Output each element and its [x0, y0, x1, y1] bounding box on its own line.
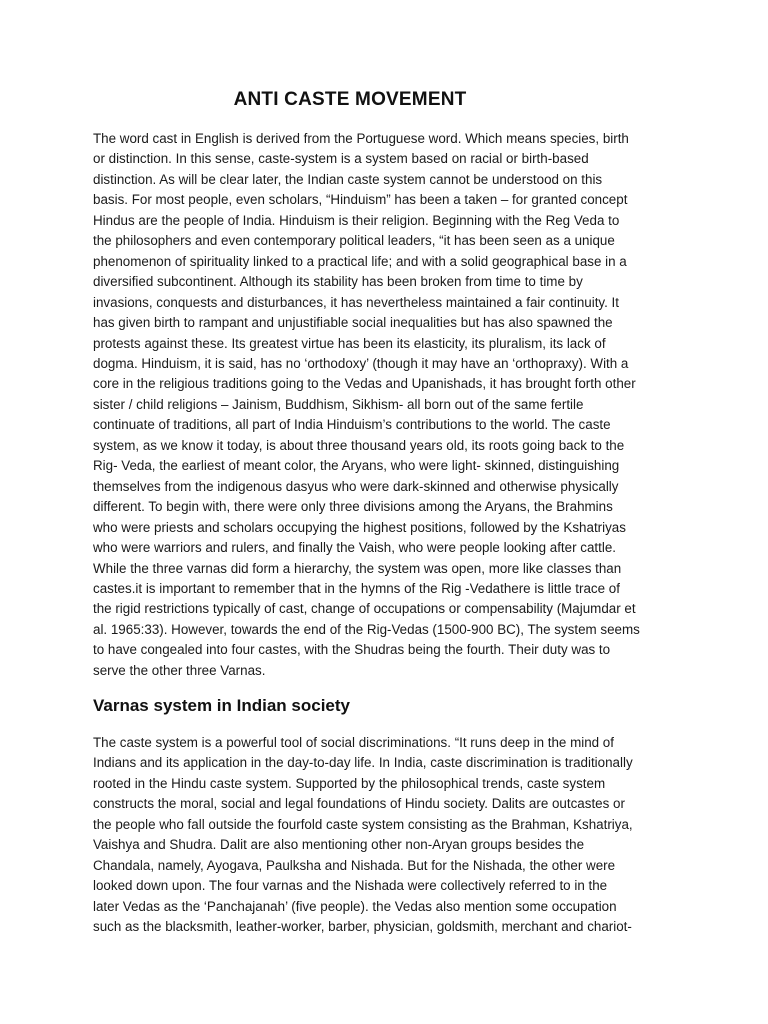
text-line: sister / child religions – Jainism, Buddhism, Sikhism- all born out of the same fertile	[93, 396, 584, 412]
paragraph-varnas-system	[93, 733, 679, 938]
section-heading: Varnas system in Indian society	[93, 696, 351, 715]
text-line: distinction. As will be clear later, the Indian caste system cannot be understood on this	[93, 171, 603, 187]
text-line: has given birth to rampant and unjustifiable social inequalities but has also spawned the	[93, 315, 613, 331]
text-line: different. To begin with, there were only three divisions among the Aryans, the Brahmins	[93, 499, 613, 515]
text-line: Vaishya and Shudra. Dalit are also mentioning other non-Aryan groups besides the	[93, 837, 585, 853]
document-title: ANTI CASTE MOVEMENT	[233, 89, 467, 110]
text-line: protests against these. Its greatest virtue has been its elasticity, its pluralism, its lack of	[93, 335, 606, 351]
text-line: the philosophers and even contemporary political leaders, “it has been seen as a unique	[93, 233, 615, 249]
text-line: who were warriors and rulers, and finally the Vaish, who were people looking after cattle.	[93, 540, 616, 556]
text-line: The word cast in English is derived from the Portuguese word. Which means species, birth	[93, 131, 629, 146]
text-line: serve the other three Varnas.	[93, 662, 266, 678]
text-line: such as the blacksmith, leather-worker, barber, physician, goldsmith, merchant and chariot-	[93, 919, 632, 935]
text-line: who were priests and scholars occupying the highest positions, followed by the Kshatriyas	[93, 519, 626, 535]
text-line: Chandala, namely, Ayogava, Paulksha and Nishada. But for the Nishada, the other were	[93, 857, 616, 873]
text-line: diversified subcontinent. Although its stability has been broken from time to time by	[93, 274, 583, 290]
text-line: invasions, conquests and disturbances, it has nevertheless maintained a fair continuity. It	[93, 294, 620, 310]
text-line: system, as we know it today, is about three thousand years old, its roots going back to the	[93, 437, 625, 453]
text-line: later Vedas as the ‘Panchajanah’ (five people). the Vedas also mention some occupation	[93, 898, 617, 914]
text-line: core in the religious traditions going to the Vedas and Upanishads, it has brought forth other	[93, 376, 636, 392]
text-line: Indians and its application in the day-to-day life. In India, caste discrimination is traditionally	[93, 755, 633, 771]
text-line: to have congealed into four castes, with the Shudras being the fourth. Their duty was to	[93, 642, 611, 658]
text-line: phenomenon of spirituality linked to a practical life; and with a solid geographical base in a	[93, 253, 627, 269]
text-line: The caste system is a powerful tool of social discriminations. “It runs deep in the mind of	[93, 735, 614, 750]
text-line: rooted in the Hindu caste system. Supported by the philosophical trends, caste system	[93, 775, 606, 791]
paragraph-caste-origins	[93, 129, 679, 681]
text-line: themselves from the indigenous dasyus who were dark-skinned and otherwise physically	[93, 478, 619, 494]
text-line: looked down upon. The four varnas and the Nishada were collectively referred to in the	[93, 878, 608, 894]
text-line: While the three varnas did form a hierarchy, the system was open, more like classes than	[93, 560, 622, 576]
text-line: Hindus are the people of India. Hinduism is their religion. Beginning with the Reg Veda to	[93, 212, 620, 228]
text-line: castes.it is important to remember that in the hymns of the Rig -Vedathere is little trace of	[93, 580, 620, 596]
text-line: Rig- Veda, the earliest of meant color, the Aryans, who were light- skinned, distinguishing	[93, 458, 620, 474]
text-line: continuate of traditions, all part of India Hinduism’s contributions to the world. The caste	[93, 417, 611, 433]
text-line: dogma. Hinduism, it is said, has no ‘orthodoxy’ (though it may have an ‘orthopraxy). With a	[93, 355, 629, 371]
text-line: constructs the moral, social and legal foundations of Hindu society. Dalits are outcastes or	[93, 796, 625, 812]
text-line: the people who fall outside the fourfold caste system consisting as the Brahman, Kshatriya,	[93, 816, 633, 832]
text-line: the rigid restrictions typically of cast, change of occupations or compensability (Majumdar et	[93, 601, 636, 617]
text-line: or distinction. In this sense, caste-system is a system based on racial or birth-based	[93, 151, 589, 167]
text-line: al. 1965:33). However, towards the end of the Rig-Vedas (1500-900 BC), The system seems	[93, 621, 640, 637]
text-line: basis. For most people, even scholars, “Hinduism” has been a taken – for granted concept	[93, 192, 628, 208]
